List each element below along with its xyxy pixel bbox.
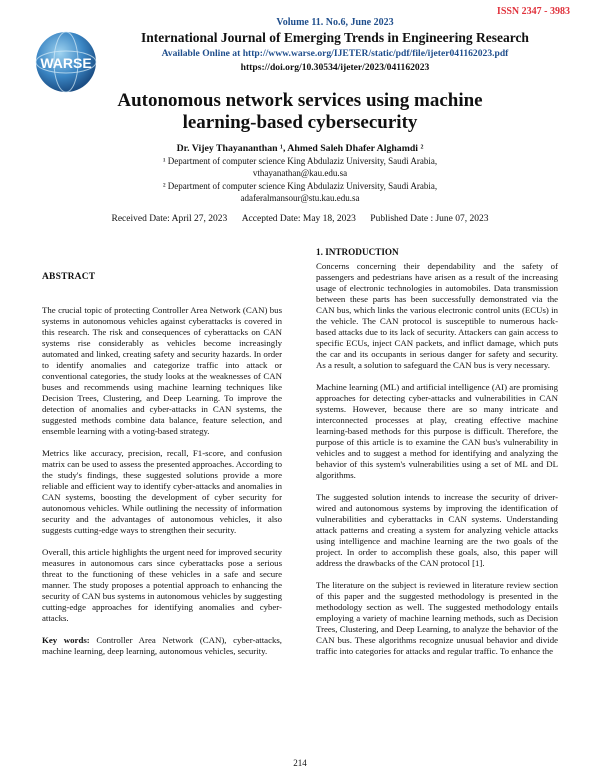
keywords-list: Controller Area Network (CAN), cyber-attacks, machine learning, deep learning, autonomous vehicles, security. [42, 635, 282, 656]
warse-logo [34, 30, 98, 94]
keywords-label: Key words: [42, 635, 90, 645]
page-number: 214 [293, 758, 307, 768]
keywords [42, 635, 282, 657]
published-date: Published Date : June 07, 2023 [370, 214, 489, 224]
abstract-paragraph-3: Overall, this article highlights the urgent need for improved security measures in autonomous cars since cyberattacks pose a serious threat to the functioning of these vehicles in a safe and secure manner. The study proposes a potential approach to enhancing the security of CAN bus systems in autonomous vehicles by suggesting cutting-edge approaches for identifying anomalies and cyber-attacks. [42, 547, 282, 623]
introduction-heading: 1. INTRODUCTION [316, 247, 399, 257]
journal-name: International Journal of Emerging Trends in Engineering Research [141, 30, 529, 45]
volume-info: Volume 11. No.6, June 2023 [276, 17, 394, 28]
article-dates [40, 214, 560, 224]
intro-paragraph-2: Machine learning (ML) and artificial intelligence (AI) are promising approaches for detecting cyber-attacks and vulnerabilities in CAN systems. However, because there are so many intricate and interconnected processes at play, creating effective machine learning-based methods for this purpose is difficult. Therefore, the purpose of this article is to examine the CAN bus's vulnerability in vehicles and to suggest a method for identifying and analyzing the behavior of this system's vulnerabilities using a set of ML and DL algorithms. [316, 382, 558, 480]
intro-paragraph-3: The suggested solution intends to increase the security of driver-wired and autonomous systems by improving the identification of vulnerabilities and cyberattacks in CAN systems. Understanding attack patterns and creating a system for analyzing vehicle attacks using intelligence and machine learning are the two goals of the project. In order to accomplish these goals, also, this paper will address the drawbacks of the CAN protocol [1]. [316, 492, 558, 568]
abstract-heading: ABSTRACT [42, 272, 96, 282]
intro-paragraph-1: Concerns concerning their dependability and the safety of passengers and pedestrians have arisen as a result of the increasing usage of electronic technologies in automobiles. Data transmission between these parts has been successfully demonstrated via the CAN bus, which links the various electronic control units (ECUs) in the vehicle. The CAN protocol is susceptible to numerous hack-based attacks due to its lack of security. Attackers can gain access to specific ECUs, inject CAN packets, and inflict damage, which puts the car and its occupants in serious danger for safety and security. As a result, a solution to safeguard the CAN bus is very necessary. [316, 261, 558, 370]
affiliation-1-dept: ¹ Department of computer science King Abdulaziz University, Saudi Arabia, [162, 156, 438, 166]
issn-label: ISSN 2347 - 3983 [496, 6, 570, 17]
accepted-date: Accepted Date: May 18, 2023 [241, 214, 356, 224]
affiliation-2-dept: ² Department of computer science King Abdulaziz University, Saudi Arabia, [162, 181, 438, 191]
authors: Dr. Vijey Thayananthan ¹, Ahmed Saleh Dhafer Alghamdi ² [176, 143, 424, 154]
paper-title [40, 90, 560, 134]
intro-paragraph-4: The literature on the subject is reviewed in literature review section of this paper and the suggested methodology is presented in the methodology section as well. The suggested methodology entails employing a variety of machine learning methods, such as Decision Trees, Clustering, and Deep Learning, to analyze the behavior of the CAN bus. These algorithms recognize unusual behavior and divide traffic into categories for attacks and regular traffic. To enhance the [316, 580, 558, 656]
abstract-paragraph-1: The crucial topic of protecting Controller Area Network (CAN) bus systems in autonomous vehicles against cyberattacks is covered in this research. The risk and consequences of cyberattacks on CAN systems rise considerably as vehicles become increasingly automated and linked, creating safety and security hazards. In order to identify anomalies and categorize traffic into attack or conventional categories, the study looks at the weaknesses of CAN buses and recommends using machine learning techniques like Decision Trees, Clustering, and Deep Learning. To improve the detection of anomalies and cyber-attacks in CAN systems, the suggested methods combine data balance, feature selection, and ensemble learning with a voting-based strategy. [42, 305, 282, 436]
left-column [42, 272, 282, 668]
right-column [316, 247, 558, 668]
affiliation-2-email: adaferalmansour@stu.kau.edu.sa [240, 192, 360, 203]
abstract-paragraph-2: Metrics like accuracy, precision, recall, F1-score, and confusion matrix can be used to assess the presented approaches. According to the study's findings, these suggested solutions provide a more reliable and efficient way to identify cyber-attacks and anomalies in CAN systems, boosting the development of cyber security for autonomous vehicles. While outlining the necessity of information security and the advantages of autonomous vehicles, it also suggests cutting-edge ways to strengthen their security. [42, 448, 282, 535]
received-date: Received Date: April 27, 2023 [111, 214, 228, 224]
affiliation-1-email: vthayanathan@kau.edu.sa [252, 167, 348, 178]
svg-text:WARSE: WARSE [40, 55, 92, 71]
doi-link[interactable]: https://doi.org/10.30534/ijeter/2023/041162023 [240, 62, 430, 73]
affiliation-1 [40, 156, 560, 179]
title-line-1: Autonomous network services using machine [117, 90, 483, 111]
affiliation-2 [40, 181, 560, 204]
available-online-link[interactable]: Available Online at http://www.warse.org/IJETER/static/pdf/file/ijeter041162023.pdf [161, 48, 509, 59]
title-line-2: learning-based cybersecurity [182, 112, 418, 133]
